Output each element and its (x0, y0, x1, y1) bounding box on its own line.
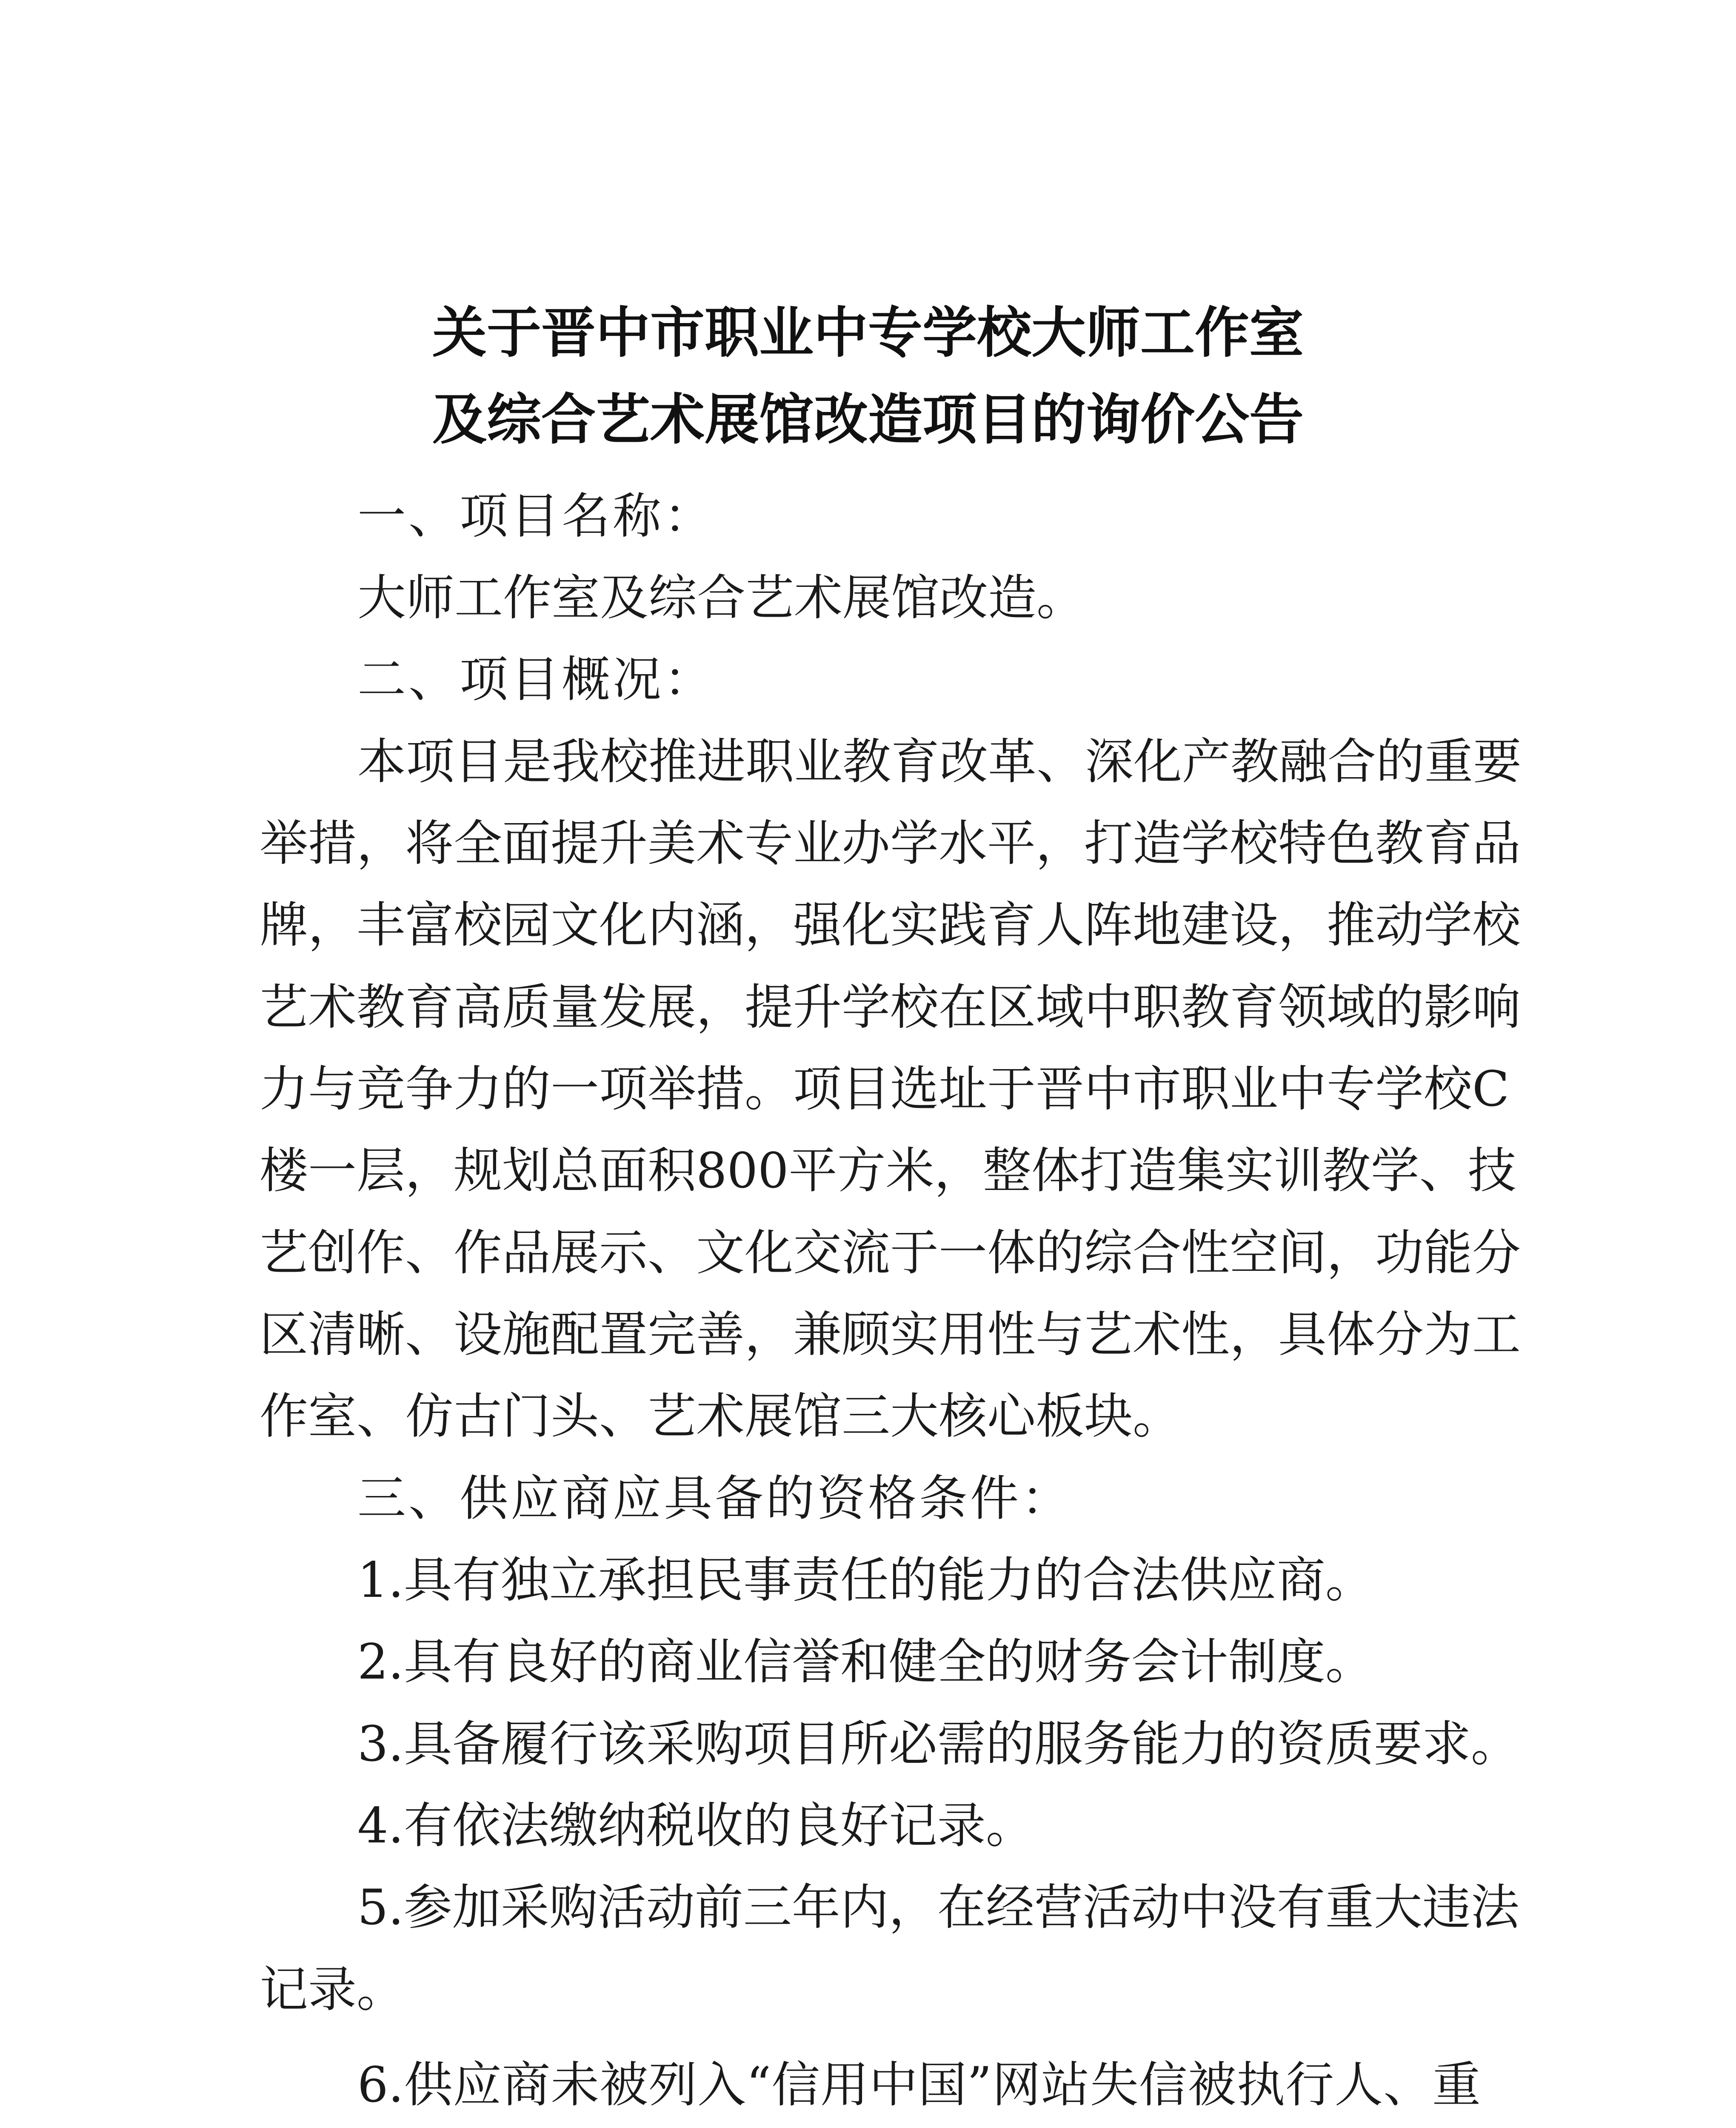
section-2-paragraph-line: 作室、仿古门头、艺术展馆三大核心板块。 (260, 1388, 1182, 1444)
qualification-item: 4.有依法缴纳税收的良好记录。 (357, 1797, 1034, 1854)
document-title-line-2: 及综合艺术展馆改造项目的询价公告 (432, 388, 1304, 452)
qualification-item: 2.具有良好的商业信誉和健全的财务会计制度。 (357, 1633, 1374, 1690)
qualification-item: 3.具备履行该采购项目所必需的服务能力的资质要求。 (357, 1716, 1519, 1772)
section-1-body: 大师工作室及综合艺术展馆改造。 (357, 569, 1085, 626)
section-2-paragraph-line: 楼一层，规划总面积800平方米，整体打造集实训教学、技 (260, 1142, 1516, 1199)
section-3-heading: 三、供应商应具备的资格条件： (357, 1470, 1073, 1527)
section-2-paragraph-line: 本项目是我校推进职业教育改革、深化产教融合的重要 (357, 733, 1522, 790)
section-2-paragraph-line: 牌，丰富校园文化内涵，强化实践育人阵地建设，推动学校 (260, 897, 1521, 953)
qualification-item: 1.具有独立承担民事责任的能力的合法供应商。 (357, 1552, 1374, 1608)
qualification-item-5-line: 记录。 (260, 1961, 405, 2018)
section-2-paragraph-line: 力与竞争力的一项举措。项目选址于晋中市职业中专学校C (260, 1061, 1510, 1117)
section-2-paragraph-line: 艺创作、作品展示、文化交流于一体的综合性空间，功能分 (260, 1224, 1521, 1281)
section-2-paragraph-line: 区清晰、设施配置完善，兼顾实用性与艺术性，具体分为工 (260, 1306, 1521, 1363)
section-2-paragraph-line: 艺术教育高质量发展，提升学校在区域中职教育领域的影响 (260, 979, 1521, 1035)
document-title-line-1: 关于晋中市职业中专学校大师工作室 (432, 301, 1304, 365)
section-2-heading: 二、项目概况： (357, 651, 715, 708)
section-2-paragraph-line: 举措，将全面提升美术专业办学水平，打造学校特色教育品 (260, 815, 1521, 872)
qualification-item-6-line: 6.供应商未被列入“信用中国”网站失信被执行人、重 (357, 2056, 1481, 2113)
section-1-heading: 一、项目名称： (357, 488, 715, 544)
qualification-item-5-line: 5.参加采购活动前三年内，在经营活动中没有重大违法 (357, 1879, 1519, 1936)
